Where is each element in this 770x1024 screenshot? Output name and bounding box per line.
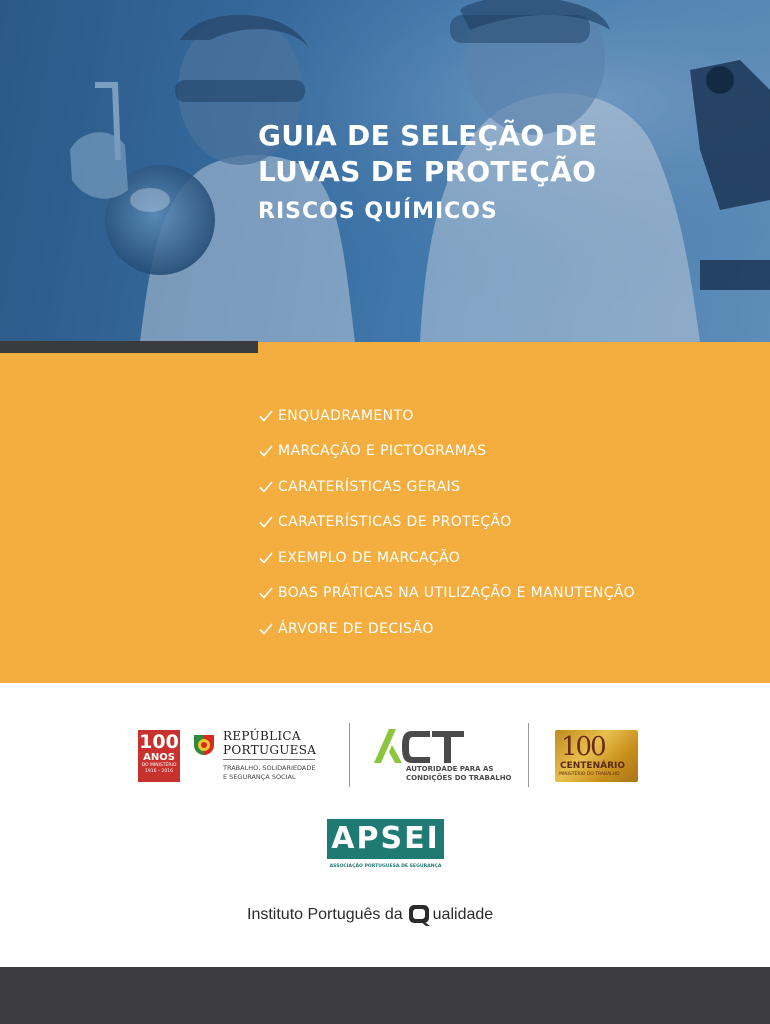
act-subtitle: AUTORIDADE PARA AS CONDIÇÕES DO TRABALHO [406, 765, 512, 782]
accent-strip [0, 341, 258, 353]
logo-divider [349, 723, 350, 787]
hero-text-block [258, 118, 597, 226]
contents-item [258, 505, 635, 541]
contents-item-label: CARATERÍSTICAS GERAIS [278, 478, 461, 495]
contents-item [258, 540, 635, 576]
apsei-subtitle: ASSOCIAÇÃO PORTUGUESA DE SEGURANÇA [329, 864, 442, 869]
act-logo [372, 725, 522, 785]
contents-item-label: ÁRVORE DE DECISÃO [278, 620, 434, 637]
contents-item [258, 611, 635, 647]
republica-name: REPÚBLICA PORTUGUESA [223, 729, 317, 757]
republica-portuguesa-logo [190, 729, 330, 789]
document-subtitle: RISCOS QUÍMICOS [258, 199, 498, 224]
cover-hero [0, 0, 770, 342]
ipq-suffix: ualidade [432, 906, 494, 923]
logo-divider [528, 723, 529, 787]
act-wordmark-icon [372, 725, 467, 765]
checkmark-icon [258, 550, 274, 566]
checkmark-icon [258, 514, 274, 530]
contents-item [258, 576, 635, 612]
centenario-logo [555, 730, 638, 782]
centenario-small-text: MINISTÉRIO DO TRABALHO [559, 772, 620, 777]
contents-item [258, 469, 635, 505]
centenario-label: CENTENÁRIO [560, 761, 625, 771]
portuguese-emblem-icon [190, 731, 218, 759]
contents-band [0, 342, 770, 683]
checkmark-icon [258, 443, 274, 459]
ministry-logo-word: ANOS [143, 752, 175, 763]
contents-item [258, 398, 635, 434]
ministry-100-years-logo [138, 730, 180, 782]
ministry-logo-number: 100 [139, 731, 179, 753]
centenario-number: 100 [561, 732, 605, 762]
document-title: GUIA DE SELEÇÃO DE LUVAS DE PROTEÇÃO [258, 119, 598, 188]
contents-list [258, 398, 635, 647]
footer-bar [0, 967, 770, 1024]
ministry-logo-line: DO MINISTÉRIO [141, 763, 177, 768]
checkmark-icon [258, 408, 274, 424]
contents-item-label: ENQUADRAMENTO [278, 407, 414, 424]
checkmark-icon [258, 585, 274, 601]
ipq-prefix: Instituto Português da [247, 906, 403, 923]
apsei-wordmark: APSEI [327, 819, 444, 859]
checkmark-icon [258, 479, 274, 495]
contents-item-label: CARATERÍSTICAS DE PROTEÇÃO [278, 514, 512, 531]
republica-department: TRABALHO, SOLIDARIEDADE E SEGURANÇA SOCIAL [223, 764, 316, 781]
checkmark-icon [258, 621, 274, 637]
ipq-q-icon [408, 904, 432, 926]
ipq-logo [247, 900, 493, 930]
partner-logos [0, 683, 770, 967]
ministry-logo-years: 1916 – 2016 [144, 769, 173, 774]
contents-item-label: EXEMPLO DE MARCAÇÃO [278, 549, 461, 566]
contents-item-label: MARCAÇÃO E PICTOGRAMAS [278, 443, 487, 460]
contents-item [258, 434, 635, 470]
apsei-logo [327, 819, 444, 872]
contents-item-label: BOAS PRÁTICAS NA UTILIZAÇÃO E MANUTENÇÃO [278, 585, 636, 602]
republica-rule [223, 759, 315, 760]
